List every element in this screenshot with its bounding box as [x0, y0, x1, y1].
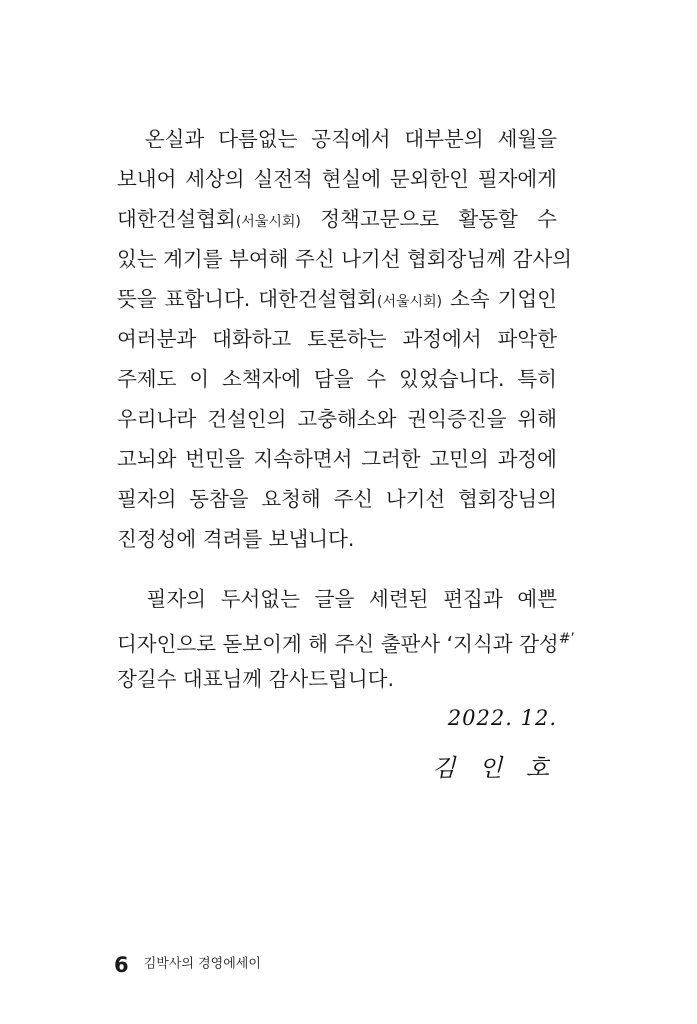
- paragraph-line: [117, 279, 557, 319]
- publisher-mark: #’: [558, 631, 575, 647]
- paragraph-line: 보내어 세상의 실전적 현실에 문외한인 필자에게: [117, 167, 557, 191]
- paragraph-line-text: 온실과 다름없는 공직에서 대부분의 세월을: [144, 127, 557, 151]
- paragraph-line-text: 뜻을 표합니다. 대한건설협회: [117, 287, 378, 311]
- paragraph-line: 필자의 동참을 요청해 주신 나기선 협회장님의: [117, 487, 557, 511]
- paragraph-acknowledgement: [117, 119, 572, 559]
- paragraph-line-text: 소속 기업인: [442, 287, 557, 311]
- paragraph-line-text: 대한건설협회: [117, 207, 236, 231]
- parenthetical-note: (서울시회): [235, 214, 301, 230]
- parenthetical-note: (서울시회): [377, 294, 443, 310]
- paragraph-line: [117, 199, 557, 239]
- paragraph-publisher-thanks: [117, 579, 575, 699]
- paragraph-line: 주제도 이 소책자에 담을 수 있었습니다. 특히: [117, 367, 557, 391]
- page-number: 6: [114, 952, 129, 977]
- paragraph-line-text: 필자의 두서없는 글을 세련된 편집과 예쁜: [146, 587, 557, 611]
- paragraph-line: [117, 619, 575, 659]
- paragraph-line: 진정성에 격려를 보냅니다.: [117, 527, 355, 551]
- paragraph-line: 있는 계기를 부여해 주신 나기선 협회장님께 감사의: [117, 247, 572, 271]
- paragraph-line: [117, 579, 557, 619]
- signature-name: 김 인 호: [432, 754, 557, 782]
- paragraph-line: 우리나라 건설인의 고충해소와 권익증진을 위해: [117, 407, 557, 431]
- running-title: 김박사의 경영에세이: [143, 956, 261, 972]
- paragraph-line: 여러분과 대화하고 토론하는 과정에서 파악한: [117, 327, 557, 351]
- paragraph-line-text: 정책고문으로 활동할 수: [300, 207, 557, 231]
- page-footer: [114, 952, 261, 976]
- paragraph-line: 장길수 대표님께 감사드립니다.: [117, 667, 394, 691]
- paragraph-line-text: 디자인으로 돋보이게 해 주신 출판사 ‘지식과 감성: [117, 631, 559, 656]
- paragraph-line: 고뇌와 번민을 지속하면서 그러한 고민의 과정에: [117, 447, 557, 471]
- signature-date: 2022. 12.: [447, 706, 557, 730]
- paragraph-line: [117, 119, 557, 159]
